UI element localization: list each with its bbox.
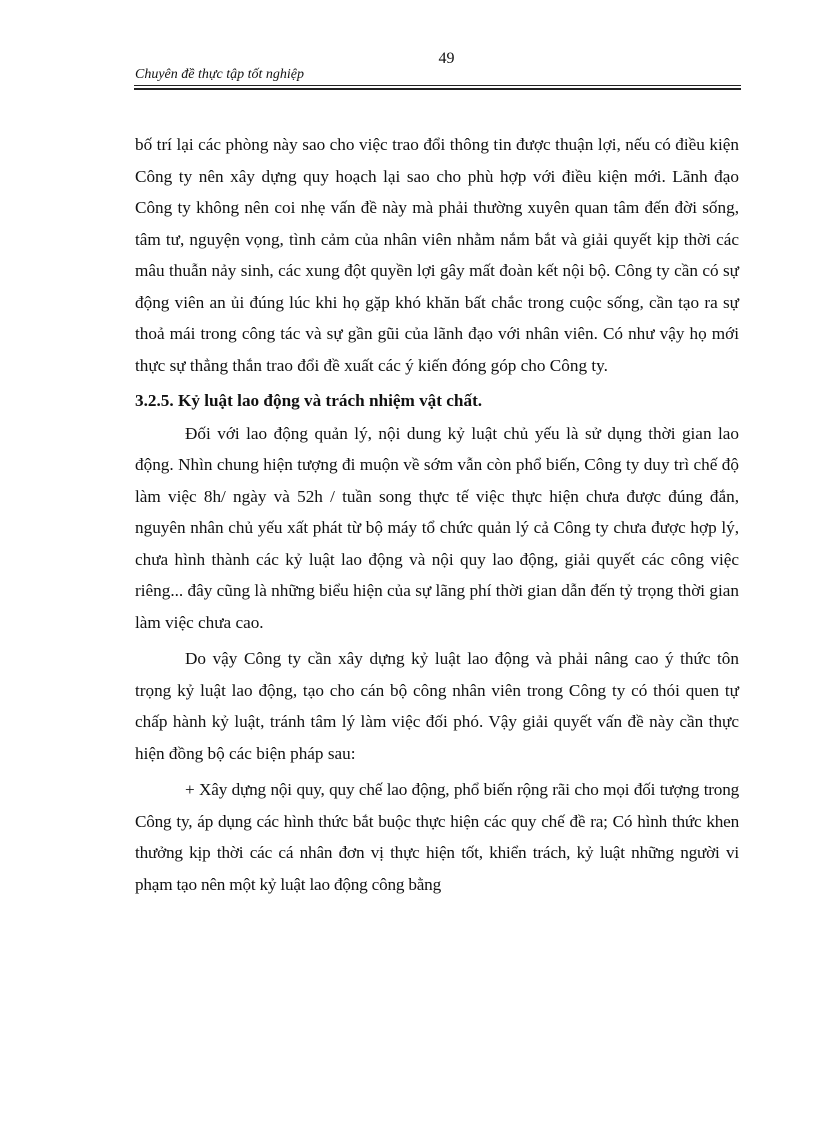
header-rule — [134, 85, 741, 90]
section-heading: 3.2.5. Kỷ luật lao động và trách nhiệm vật chất. — [135, 391, 483, 410]
paragraph-discipline-time: Đối với lao động quản lý, nội dung kỷ luật chủ yếu là sử dụng thời gian lao động. Nhìn chung hiện tượng đi muộn về sớm vẫn còn phổ biến, Công ty duy trì chế độ làm việc 8h/ ngày và 52h / tuần song thực tế việc thực hiện chưa được đúng đắn, nguyên nhân chủ yếu xất phát từ bộ máy tổ chức quản lý cả Công ty chưa được hợp lý, chưa hình thành các kỷ luật lao động và nội quy lao động, giải quyết các công việc riêng... đây cũng là những biểu hiện của sự lãng phí thời gian dẫn đến tỷ trọng thời gian làm việc chưa cao. — [135, 423, 739, 632]
paragraph-continuation: bố trí lại các phòng này sao cho việc trao đổi thông tin được thuận lợi, nếu có điều kiện Công ty nên xây dựng quy hoạch lại sao cho phù hợp với điều kiện mới. Lãnh đạo Công ty không nên coi nhẹ vấn đề này mà phải thường xuyên quan tâm đến đời sống, tâm tư, nguyện vọng, tình cảm của nhân viên nhằm nắm bắt và giải quyết kịp thời các mâu thuẫn nảy sinh, các xung đột quyền lợi gây mất đoàn kết nội bộ. Công ty cần có sự động viên an ủi đúng lúc khi họ gặp khó khăn bất chắc trong cuộc sống, cần tạo ra sự thoả mái trong công tác và sự gần gũi của lãnh đạo với nhân viên. Có như vậy họ mới thực sự thẳng thắn trao đổi đề xuất các ý kiến đóng góp cho Công ty. — [135, 135, 739, 375]
paragraph-rules-bullet: + Xây dựng nội quy, quy chế lao động, phổ biến rộng rãi cho mọi đối tượng trong Công ty, áp dụng các hình thức bắt buộc thực hiện các quy chế đề ra; Có hình thức khen thưởng kịp thời các cá nhân đơn vị thực hiện tốt, khiển trách, kỷ luật những người vi phạm tạo nên một kỷ luật lao động công bằng — [135, 780, 739, 894]
document-body — [135, 129, 739, 900]
paragraph-discipline-measures: Do vậy Công ty cần xây dựng kỷ luật lao động và phải nâng cao ý thức tôn trọng kỷ luật lao động, tạo cho cán bộ công nhân viên trong Công ty có thói quen tự chấp hành kỷ luật, tránh tâm lý làm việc đối phó. Vậy giải quyết vấn đề này cần thực hiện đồng bộ các biện pháp sau: — [135, 649, 739, 763]
page-number: 49 — [438, 50, 455, 67]
header-title: Chuyên đề thực tập tốt nghiệp — [135, 67, 304, 82]
